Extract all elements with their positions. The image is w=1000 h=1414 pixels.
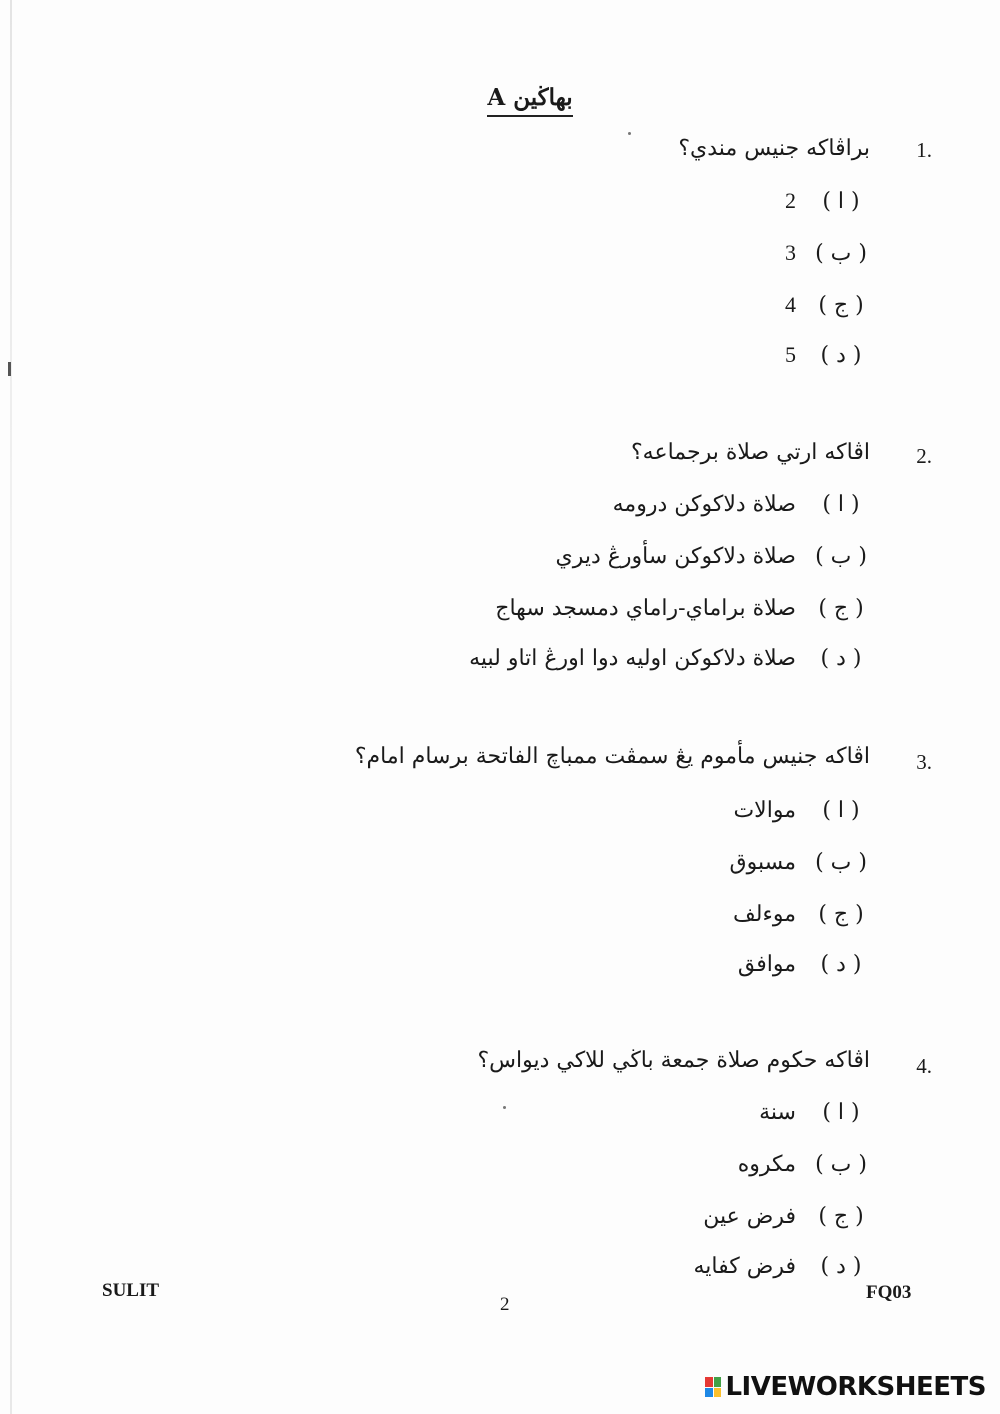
liveworksheets-brand[interactable]: [705, 1372, 986, 1402]
option-letter: ( ب ): [815, 241, 867, 266]
option-letter: ( ب ): [815, 544, 867, 569]
scan-speck: [628, 132, 631, 135]
brand-name: LIVEWORKSHEETS: [725, 1372, 986, 1402]
margin-mark: [8, 362, 11, 376]
option-text: 3: [785, 240, 796, 265]
option-text: موءلف: [733, 902, 796, 927]
question-1-number: 1.: [916, 138, 932, 162]
question-2-option-c[interactable]: [495, 596, 872, 621]
footer-classification: SULIT: [102, 1280, 160, 1301]
option-letter: ( ا ): [822, 1100, 860, 1125]
option-letter: ( ج ): [818, 1204, 864, 1229]
question-4-number: 4.: [916, 1054, 932, 1078]
option-text: فرض عين: [703, 1204, 796, 1229]
logo-square: [714, 1377, 722, 1387]
section-title-text: بهاڬين A: [487, 84, 572, 117]
question-1-option-b[interactable]: [785, 240, 872, 266]
question-2-number: 2.: [916, 444, 932, 468]
option-text: صلاة براماي-راماي دمسجد سهاج: [495, 596, 796, 621]
option-letter: ( ا ): [822, 189, 860, 214]
section-title: [420, 84, 640, 111]
question-3-option-b[interactable]: [730, 850, 872, 875]
scan-speck: [503, 1106, 506, 1109]
question-2-option-b[interactable]: [555, 544, 872, 569]
question-3-option-a[interactable]: [733, 798, 872, 823]
option-letter: ( د ): [820, 343, 862, 368]
option-text: صلاة دلاکوکن سأورڠ ديري: [555, 544, 796, 569]
option-text: 4: [785, 292, 796, 317]
option-letter: ( ا ): [822, 492, 860, 517]
question-3-text: اڤاکه جنيس مأموم يڠ سمڤت ممباچ الفاتحة برسام امام؟: [354, 744, 870, 769]
logo-square: [714, 1388, 722, 1398]
question-3-number: 3.: [916, 750, 932, 774]
option-letter: ( د ): [820, 1254, 862, 1279]
logo-square: [705, 1388, 713, 1398]
question-3-option-d[interactable]: [738, 952, 872, 977]
option-text: موافق: [737, 952, 796, 977]
option-text: مکروه: [737, 1152, 796, 1177]
option-text: 5: [785, 342, 796, 367]
option-letter: ( د ): [820, 646, 862, 671]
logo-square: [705, 1377, 713, 1387]
option-text: صلاة دلاکوکن اوليه دوا اورڠ اتاو لبيه: [469, 646, 796, 671]
option-text: موالات: [733, 798, 796, 823]
footer-page-number: 2: [500, 1294, 510, 1315]
option-text: فرض کفايه: [693, 1254, 796, 1279]
question-4-option-b[interactable]: [738, 1152, 872, 1177]
option-text: 2: [785, 188, 796, 213]
footer-code: FQ03: [866, 1282, 912, 1303]
option-text: صلاة دلاکوکن درومه: [612, 492, 796, 517]
question-1-text: براڤاکه جنيس مندي؟: [678, 136, 870, 161]
question-2-text: اڤاکه ارتي صلاة برجماعه؟: [631, 440, 870, 465]
option-letter: ( ب ): [815, 1152, 867, 1177]
question-2-option-d[interactable]: [469, 646, 872, 671]
option-letter: ( ا ): [822, 798, 860, 823]
question-4-option-a[interactable]: [759, 1100, 872, 1125]
option-letter: ( ج ): [818, 596, 864, 621]
option-letter: ( د ): [820, 952, 862, 977]
question-2-option-a[interactable]: [613, 492, 872, 517]
page-edge-shadow: [10, 0, 12, 1414]
liveworksheets-logo-icon: [705, 1377, 721, 1397]
question-1-option-d[interactable]: [785, 342, 872, 368]
question-4-text: اڤاکه حکوم صلاة جمعة باڬي للاکي ديواس؟: [477, 1048, 870, 1073]
option-text: سنة: [759, 1100, 796, 1125]
question-1-option-c[interactable]: [785, 292, 872, 318]
option-letter: ( ج ): [818, 902, 864, 927]
option-text: مسبوق: [729, 850, 796, 875]
question-4-option-c[interactable]: [703, 1204, 872, 1229]
option-letter: ( ج ): [818, 293, 864, 318]
question-3-option-c[interactable]: [733, 902, 872, 927]
question-4-option-d[interactable]: [694, 1254, 872, 1279]
question-1-option-a[interactable]: [785, 188, 872, 214]
option-letter: ( ب ): [815, 850, 867, 875]
